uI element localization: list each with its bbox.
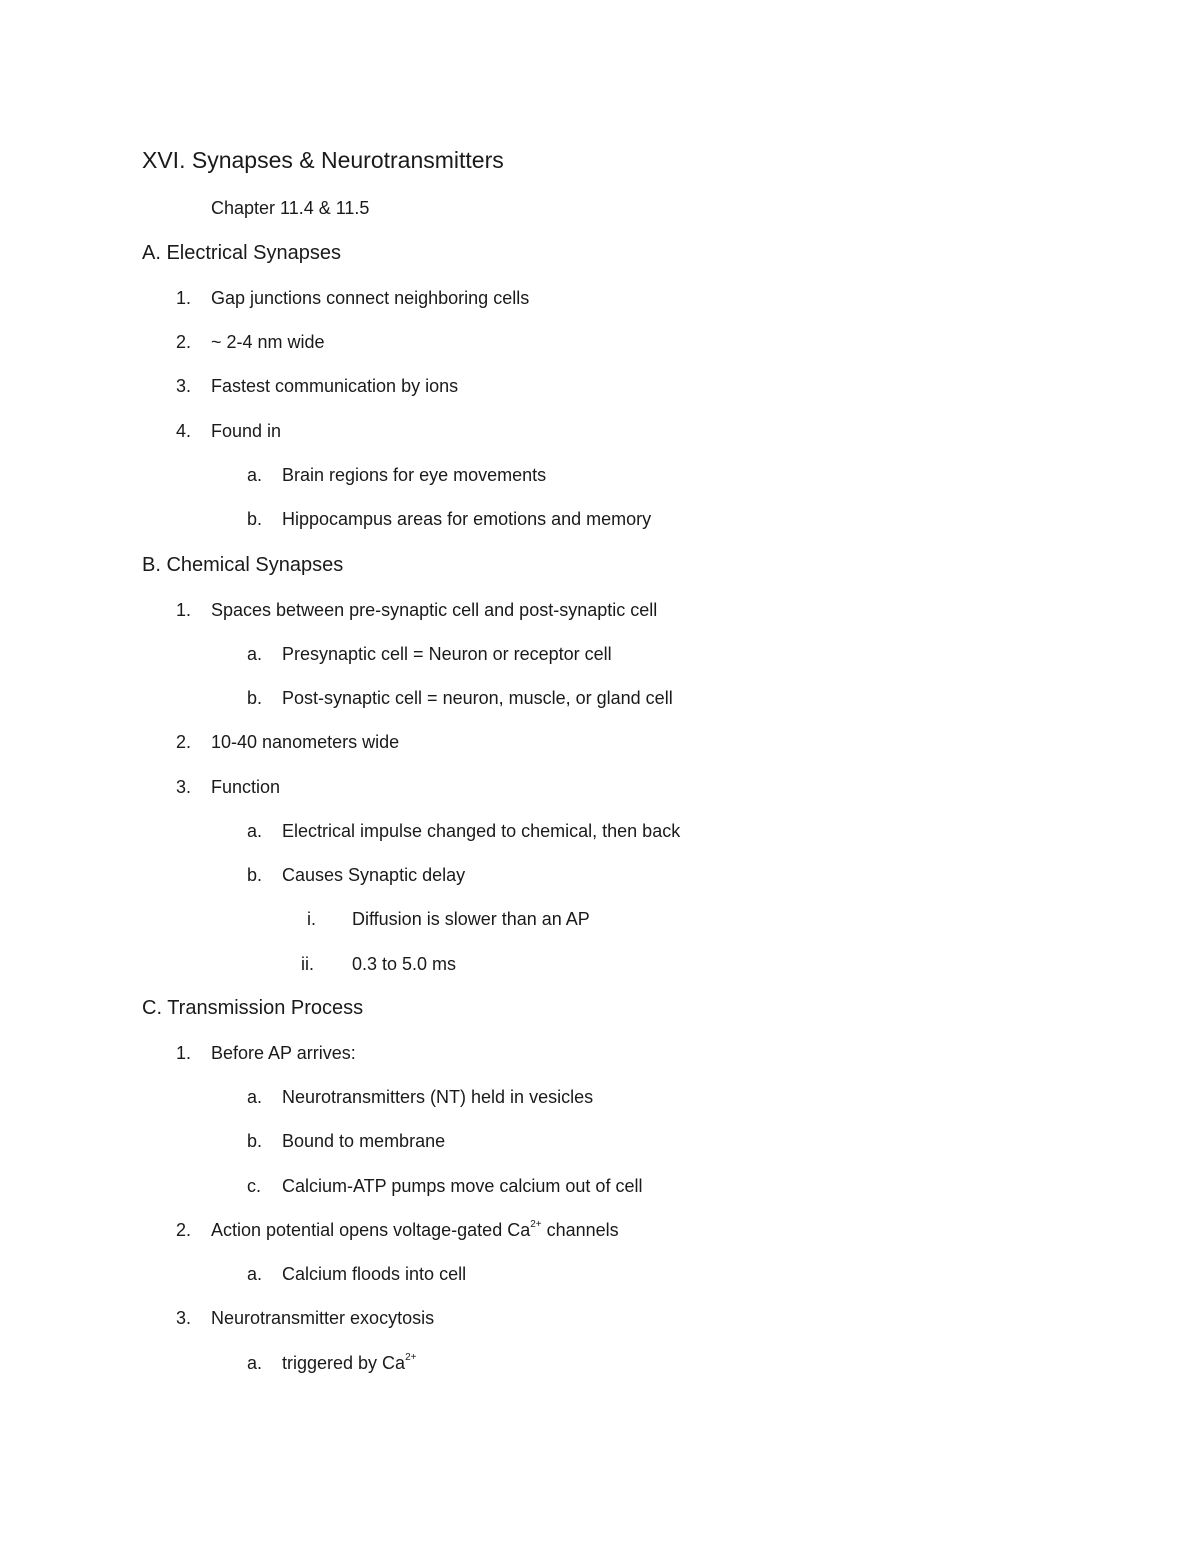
list-item-text: Bound to membrane xyxy=(282,1131,446,1151)
list-marker: 2. xyxy=(176,332,192,352)
list-marker: 2. xyxy=(176,1220,192,1240)
list-marker: b. xyxy=(247,509,263,529)
list-item-text xyxy=(211,1218,619,1242)
list-item-text: Spaces between pre-synaptic cell and post-synaptic cell xyxy=(211,600,658,620)
list-item-text: Calcium floods into cell xyxy=(282,1264,467,1284)
list-item-text: Electrical impulse changed to chemical, then back xyxy=(282,821,681,841)
list-item-text: Causes Synaptic delay xyxy=(282,865,466,885)
superscript: 2+ xyxy=(530,1219,542,1230)
list-marker: b. xyxy=(247,865,263,885)
list-item-text xyxy=(282,1351,416,1375)
list-marker: i. xyxy=(307,909,316,929)
list-marker: 3. xyxy=(176,1308,192,1328)
list-marker: a. xyxy=(247,644,263,664)
list-marker: a. xyxy=(247,1087,263,1107)
list-marker: 1. xyxy=(176,1043,192,1063)
list-marker: 4. xyxy=(176,421,192,441)
list-item-text: Function xyxy=(211,777,281,797)
list-item-text: 10-40 nanometers wide xyxy=(211,732,400,752)
text-segment: Action potential opens voltage-gated Ca xyxy=(211,1220,531,1240)
list-item-text: Before AP arrives: xyxy=(211,1043,356,1063)
list-marker: a. xyxy=(247,1264,263,1284)
chapter-reference: Chapter 11.4 & 11.5 xyxy=(211,198,370,218)
list-item-text: Neurotransmitter exocytosis xyxy=(211,1308,435,1328)
list-item-text: Presynaptic cell = Neuron or receptor cell xyxy=(282,644,612,664)
list-item-text: Fastest communication by ions xyxy=(211,376,459,396)
list-item-text: ~ 2-4 nm wide xyxy=(211,332,325,352)
text-segment: triggered by Ca xyxy=(282,1353,406,1373)
list-item-text: Diffusion is slower than an AP xyxy=(352,909,590,929)
section-heading-chemical-synapses: B. Chemical Synapses xyxy=(142,554,344,576)
list-marker: 2. xyxy=(176,732,192,752)
list-marker: b. xyxy=(247,688,263,708)
document-title: XVI. Synapses & Neurotransmitters xyxy=(142,147,504,173)
superscript: 2+ xyxy=(405,1352,417,1363)
list-item-text: Gap junctions connect neighboring cells xyxy=(211,288,530,308)
list-item-text: Brain regions for eye movements xyxy=(282,465,547,485)
list-marker: a. xyxy=(247,465,263,485)
text-segment: channels xyxy=(541,1220,619,1240)
list-item-text: Calcium-ATP pumps move calcium out of cell xyxy=(282,1176,643,1196)
list-marker: 1. xyxy=(176,288,192,308)
list-marker: b. xyxy=(247,1131,263,1151)
list-item-text: 0.3 to 5.0 ms xyxy=(352,954,457,974)
list-marker: 1. xyxy=(176,600,192,620)
list-item-text: Neurotransmitters (NT) held in vesicles xyxy=(282,1087,594,1107)
list-item-text: Hippocampus areas for emotions and memory xyxy=(282,509,652,529)
list-marker: c. xyxy=(247,1176,262,1196)
list-marker: a. xyxy=(247,821,263,841)
list-marker: ii. xyxy=(301,954,314,974)
list-marker: 3. xyxy=(176,376,192,396)
section-heading-electrical-synapses: A. Electrical Synapses xyxy=(142,242,341,264)
list-item-text: Post-synaptic cell = neuron, muscle, or gland cell xyxy=(282,688,673,708)
section-heading-transmission-process: C. Transmission Process xyxy=(142,997,364,1019)
list-item-text: Found in xyxy=(211,421,282,441)
list-marker: 3. xyxy=(176,777,192,797)
list-marker: a. xyxy=(247,1353,263,1373)
